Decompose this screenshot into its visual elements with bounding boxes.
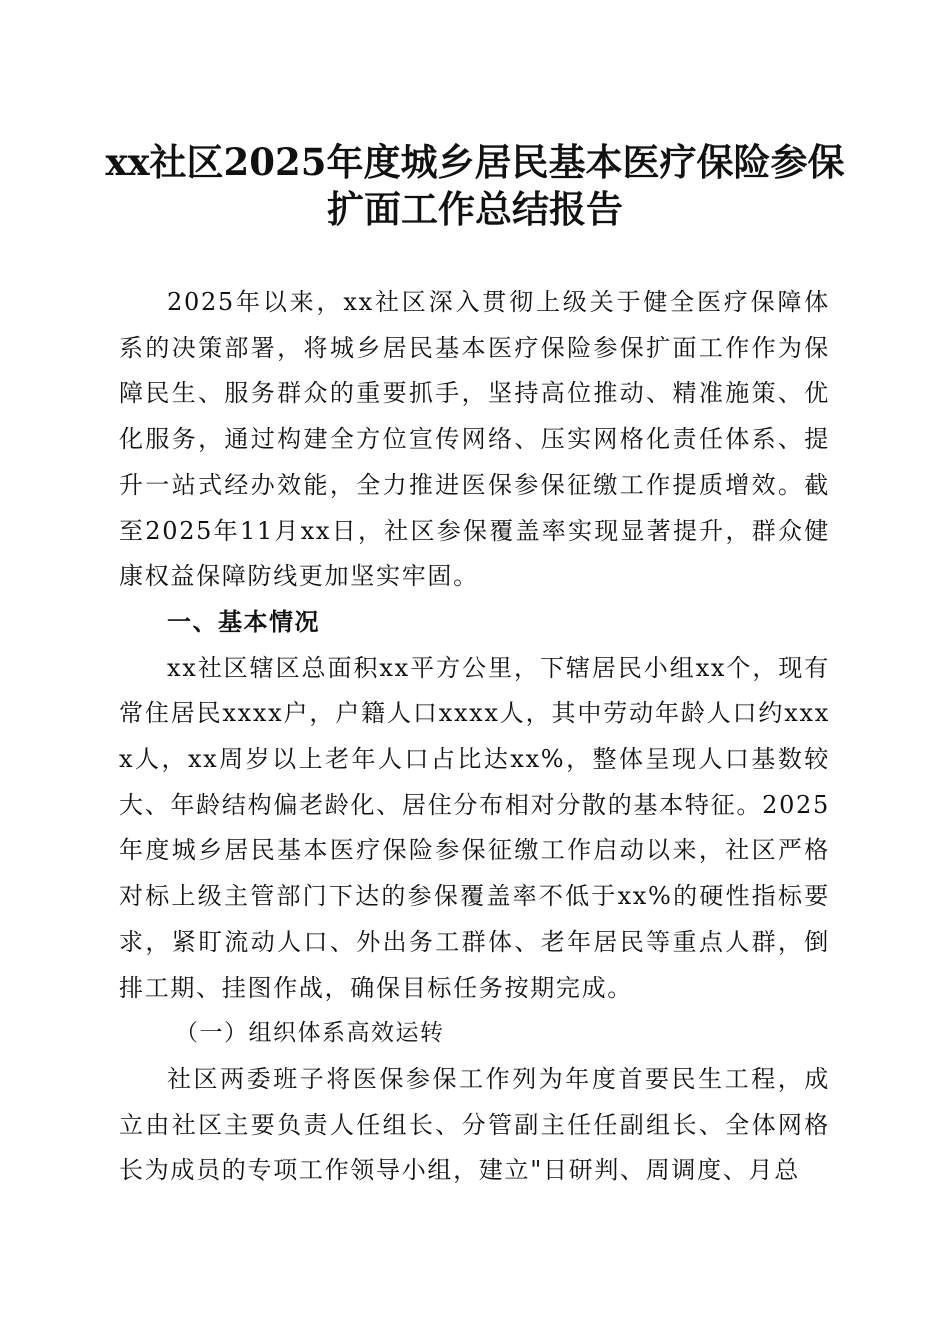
basic-situation-paragraph: xx社区辖区总面积xx平方公里，下辖居民小组xx个，现有常住居民xxxx户，户籍人口xxxx人，其中劳动年龄人口约xxxx人，xx周岁以上老年人口占比达xx%，整体呈现人口基数较大、年龄结构偏老龄化、居住分布相对分散的基本特征。2025年度城乡居民基本医疗保险参保征缴工作启动以来，社区严格对标上级主管部门下达的参保覆盖率不低于xx%的硬性指标要求，紧盯流动人口、外出务工群体、老年居民等重点人群，倒排工期、挂图作战，确保目标任务按期完成。 [119, 653, 830, 1002]
document-title-line-1: xx社区2025年度城乡居民基本医疗保险参保 [105, 140, 845, 184]
document-body [119, 280, 830, 1194]
intro-paragraph: 2025年以来，xx社区深入贯彻上级关于健全医疗保障体系的决策部署，将城乡居民基本医疗保险参保扩面工作作为保障民生、服务群众的重要抓手，坚持高位推动、精准施策、优化服务，通过构建全方位宣传网络、压实网格化责任体系、提升一站式经办效能，全力推进医保参保征缴工作提质增效。截至2025年11月xx日，社区参保覆盖率实现显著提升，群众健康权益保障防线更加坚实牢固。 [119, 288, 830, 591]
organization-paragraph: 社区两委班子将医保参保工作列为年度首要民生工程，成立由社区主要负责人任组长、分管副主任任副组长、全体网格长为成员的专项工作领导小组，建立"日研判、周调度、月总 [119, 1064, 830, 1185]
document-title-line-2: 扩面工作总结报告 [327, 187, 623, 231]
section-heading-basic-situation: 一、基本情况 [167, 607, 320, 636]
subsection-heading-organization: （一）组织体系高效运转 [175, 1020, 445, 1047]
